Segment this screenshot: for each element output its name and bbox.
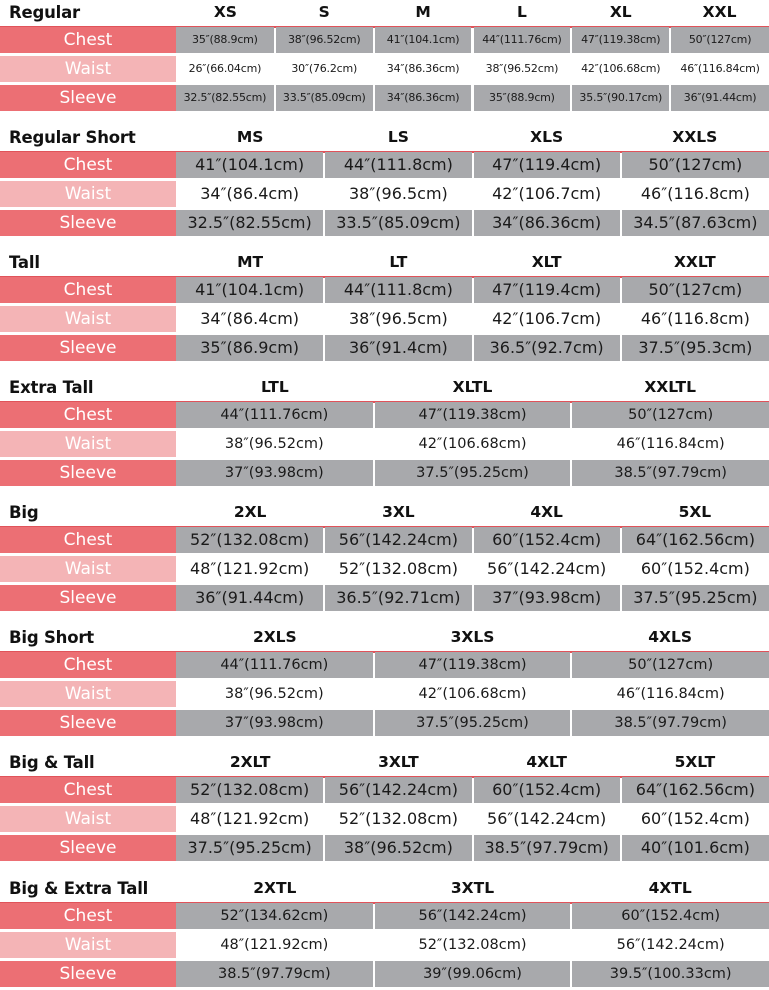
measurement-cell: 37.5″(95.25cm)	[176, 835, 323, 861]
row-sleeve	[0, 835, 769, 861]
size-label-3xlt: 3XLT	[378, 753, 419, 771]
row-label: Chest	[0, 777, 176, 803]
measurement-cell: 37.5″(95.25cm)	[622, 585, 769, 611]
measurement-cell: 46″(116.84cm)	[572, 431, 769, 457]
row-label: Waist	[0, 306, 176, 332]
row-label: Chest	[0, 277, 176, 303]
measurement-cell: 38.5″(97.79cm)	[176, 961, 373, 987]
measurement-cell: 32.5″(82.55cm)	[176, 85, 274, 111]
row-label: Waist	[0, 556, 176, 582]
size-label-3xl: 3XL	[382, 503, 415, 521]
section-title: Big & Tall	[9, 753, 95, 772]
measurement-cell: 34″(86.4cm)	[176, 181, 323, 207]
size-label-2xtl: 2XTL	[253, 879, 297, 897]
measurement-cell: 64″(162.56cm)	[622, 777, 769, 803]
measurement-cell: 41″(104.1cm)	[176, 152, 323, 178]
row-label: Sleeve	[0, 961, 176, 987]
size-label-2xl: 2XL	[233, 503, 267, 521]
size-label-xl: XL	[609, 3, 632, 21]
measurement-cell: 39.5″(100.33cm)	[572, 961, 769, 987]
measurement-cell: 37.5″(95.25cm)	[375, 460, 571, 486]
measurement-cell: 34″(86.36cm)	[474, 210, 620, 236]
row-label: Sleeve	[0, 210, 176, 236]
measurement-cell: 37″(93.98cm)	[176, 460, 373, 486]
measurement-cell: 38″(96.52cm)	[176, 681, 373, 707]
row-label: Waist	[0, 181, 176, 207]
measurement-cell: 39″(99.06cm)	[375, 961, 571, 987]
measurement-cell: 38″(96.52cm)	[176, 431, 373, 457]
size-label-3xls: 3XLS	[450, 628, 495, 646]
measurement-cell: 38.5″(97.79cm)	[474, 835, 620, 861]
size-label-xltl: XLTL	[452, 378, 493, 396]
measurement-cell: 36.5″(92.7cm)	[474, 335, 620, 361]
measurement-cell: 52″(132.08cm)	[325, 556, 471, 582]
measurement-cell: 32.5″(82.55cm)	[176, 210, 323, 236]
row-label: Chest	[0, 402, 176, 428]
size-label-5xl: 5XL	[678, 503, 712, 521]
size-label-s: S	[318, 3, 330, 21]
measurement-cell: 50″(127cm)	[622, 277, 769, 303]
measurement-cell: 47″(119.38cm)	[375, 652, 571, 678]
measurement-cell: 46″(116.8cm)	[622, 306, 769, 332]
measurement-cell: 46″(116.84cm)	[572, 681, 769, 707]
row-label: Sleeve	[0, 460, 176, 486]
section-header	[0, 0, 769, 27]
size-label-4xls: 4XLS	[648, 628, 693, 646]
measurement-cell: 36″(91.44cm)	[176, 585, 323, 611]
measurement-cell: 35″(88.9cm)	[474, 85, 571, 111]
row-chest	[0, 277, 769, 303]
row-waist	[0, 181, 769, 207]
measurement-cell: 38″(96.52cm)	[325, 835, 471, 861]
section-regular	[0, 0, 769, 112]
section-header	[0, 500, 769, 527]
size-label-mt: MT	[237, 253, 264, 271]
section-big-and-extra-tall	[0, 876, 769, 988]
measurement-cell: 47″(119.38cm)	[572, 27, 669, 53]
row-sleeve	[0, 460, 769, 486]
measurement-cell: 37.5″(95.3cm)	[622, 335, 769, 361]
section-header	[0, 625, 769, 652]
measurement-cell: 38″(96.52cm)	[276, 27, 373, 53]
section-tall	[0, 250, 769, 362]
section-big	[0, 500, 769, 612]
measurement-cell: 48″(121.92cm)	[176, 806, 323, 832]
measurement-cell: 42″(106.7cm)	[474, 306, 620, 332]
row-label: Chest	[0, 527, 176, 553]
row-chest	[0, 27, 769, 53]
measurement-cell: 35.5″(90.17cm)	[572, 85, 669, 111]
measurement-cell: 52″(132.08cm)	[176, 777, 323, 803]
section-header	[0, 750, 769, 777]
section-title: Big & Extra Tall	[9, 879, 149, 898]
row-chest	[0, 527, 769, 553]
measurement-cell: 34.5″(87.63cm)	[622, 210, 769, 236]
measurement-cell: 60″(152.4cm)	[474, 777, 620, 803]
section-title: Big	[9, 503, 39, 522]
row-label: Chest	[0, 903, 176, 929]
row-waist	[0, 681, 769, 707]
size-label-m: M	[415, 3, 431, 21]
section-header	[0, 250, 769, 277]
row-chest	[0, 402, 769, 428]
size-label-2xls: 2XLS	[252, 628, 297, 646]
measurement-cell: 47″(119.4cm)	[474, 277, 620, 303]
measurement-cell: 52″(132.08cm)	[176, 527, 323, 553]
row-sleeve	[0, 335, 769, 361]
measurement-cell: 47″(119.4cm)	[474, 152, 620, 178]
measurement-cell: 50″(127cm)	[572, 652, 769, 678]
row-chest	[0, 652, 769, 678]
measurement-cell: 42″(106.68cm)	[572, 56, 669, 82]
measurement-cell: 38″(96.5cm)	[325, 306, 471, 332]
measurement-cell: 56″(142.24cm)	[325, 777, 471, 803]
size-label-xls: XLS	[530, 128, 564, 146]
measurement-cell: 47″(119.38cm)	[375, 402, 571, 428]
measurement-cell: 48″(121.92cm)	[176, 556, 323, 582]
row-label: Sleeve	[0, 335, 176, 361]
row-sleeve	[0, 710, 769, 736]
row-label: Chest	[0, 152, 176, 178]
row-waist	[0, 932, 769, 958]
measurement-cell: 50″(127cm)	[572, 402, 769, 428]
measurement-cell: 38″(96.52cm)	[474, 56, 571, 82]
section-header	[0, 125, 769, 152]
row-label: Waist	[0, 806, 176, 832]
measurement-cell: 60″(152.4cm)	[622, 806, 769, 832]
section-title: Big Short	[9, 628, 94, 647]
measurement-cell: 50″(127cm)	[622, 152, 769, 178]
size-label-4xtl: 4XTL	[648, 879, 692, 897]
measurement-cell: 46″(116.84cm)	[671, 56, 769, 82]
size-label-xxls: XXLS	[672, 128, 718, 146]
row-label: Chest	[0, 652, 176, 678]
measurement-cell: 37″(93.98cm)	[474, 585, 620, 611]
measurement-cell: 36″(91.4cm)	[325, 335, 471, 361]
measurement-cell: 33.5″(85.09cm)	[325, 210, 471, 236]
row-chest	[0, 903, 769, 929]
row-chest	[0, 152, 769, 178]
row-sleeve	[0, 585, 769, 611]
section-big-and-tall	[0, 750, 769, 862]
row-label: Sleeve	[0, 835, 176, 861]
measurement-cell: 37.5″(95.25cm)	[375, 710, 571, 736]
measurement-cell: 44″(111.76cm)	[176, 652, 373, 678]
measurement-cell: 34″(86.36cm)	[375, 56, 472, 82]
section-title: Regular	[9, 3, 80, 22]
size-label-ltl: LTL	[260, 378, 289, 396]
size-label-xlt: XLT	[531, 253, 562, 271]
row-sleeve	[0, 210, 769, 236]
size-label-4xl: 4XL	[530, 503, 563, 521]
measurement-cell: 60″(152.4cm)	[622, 556, 769, 582]
measurement-cell: 38.5″(97.79cm)	[572, 710, 769, 736]
row-chest	[0, 777, 769, 803]
size-label-lt: LT	[389, 253, 408, 271]
size-label-xxl: XXL	[702, 3, 737, 21]
measurement-cell: 40″(101.6cm)	[622, 835, 769, 861]
measurement-cell: 44″(111.8cm)	[325, 277, 471, 303]
row-label: Waist	[0, 932, 176, 958]
row-waist	[0, 806, 769, 832]
measurement-cell: 35″(86.9cm)	[176, 335, 323, 361]
size-label-3xtl: 3XTL	[450, 879, 495, 897]
measurement-cell: 30″(76.2cm)	[276, 56, 373, 82]
section-regular-short	[0, 125, 769, 237]
measurement-cell: 46″(116.8cm)	[622, 181, 769, 207]
measurement-cell: 56″(142.24cm)	[474, 806, 620, 832]
measurement-cell: 26″(66.04cm)	[176, 56, 274, 82]
row-waist	[0, 556, 769, 582]
row-label: Chest	[0, 27, 176, 53]
row-sleeve	[0, 961, 769, 987]
section-big-short	[0, 625, 769, 737]
size-label-xxlt: XXLT	[673, 253, 716, 271]
row-label: Waist	[0, 56, 176, 82]
row-waist	[0, 56, 769, 82]
measurement-cell: 44″(111.8cm)	[325, 152, 471, 178]
measurement-cell: 48″(121.92cm)	[176, 932, 373, 958]
size-label-xxltl: XXLTL	[644, 378, 696, 396]
section-header	[0, 876, 769, 903]
measurement-cell: 41″(104.1cm)	[176, 277, 323, 303]
measurement-cell: 56″(142.24cm)	[375, 903, 571, 929]
measurement-cell: 38.5″(97.79cm)	[572, 460, 769, 486]
measurement-cell: 44″(111.76cm)	[176, 402, 373, 428]
row-label: Sleeve	[0, 710, 176, 736]
measurement-cell: 35″(88.9cm)	[176, 27, 274, 53]
measurement-cell: 64″(162.56cm)	[622, 527, 769, 553]
row-label: Sleeve	[0, 85, 176, 111]
measurement-cell: 34″(86.4cm)	[176, 306, 323, 332]
measurement-cell: 37″(93.98cm)	[176, 710, 373, 736]
measurement-cell: 36″(91.44cm)	[671, 85, 769, 111]
measurement-cell: 60″(152.4cm)	[572, 903, 769, 929]
measurement-cell: 52″(134.62cm)	[176, 903, 373, 929]
section-header	[0, 375, 769, 402]
section-title: Tall	[9, 253, 40, 272]
measurement-cell: 52″(132.08cm)	[325, 806, 471, 832]
size-label-l: L	[516, 3, 527, 21]
size-label-5xlt: 5XLT	[674, 753, 716, 771]
measurement-cell: 38″(96.5cm)	[325, 181, 471, 207]
measurement-cell: 33.5″(85.09cm)	[276, 85, 373, 111]
measurement-cell: 50″(127cm)	[671, 27, 769, 53]
size-label-ms: MS	[236, 128, 264, 146]
section-title: Regular Short	[9, 128, 136, 147]
measurement-cell: 56″(142.24cm)	[474, 556, 620, 582]
row-label: Sleeve	[0, 585, 176, 611]
measurement-cell: 60″(152.4cm)	[474, 527, 620, 553]
size-label-4xlt: 4XLT	[526, 753, 567, 771]
size-label-ls: LS	[387, 128, 409, 146]
measurement-cell: 42″(106.7cm)	[474, 181, 620, 207]
row-label: Waist	[0, 431, 176, 457]
measurement-cell: 44″(111.76cm)	[474, 27, 571, 53]
measurement-cell: 56″(142.24cm)	[572, 932, 769, 958]
measurement-cell: 52″(132.08cm)	[375, 932, 571, 958]
row-waist	[0, 431, 769, 457]
size-label-2xlt: 2XLT	[229, 753, 271, 771]
measurement-cell: 42″(106.68cm)	[375, 431, 571, 457]
size-label-xs: XS	[213, 3, 237, 21]
measurement-cell: 36.5″(92.71cm)	[325, 585, 471, 611]
row-sleeve	[0, 85, 769, 111]
measurement-cell: 42″(106.68cm)	[375, 681, 571, 707]
row-waist	[0, 306, 769, 332]
row-label: Waist	[0, 681, 176, 707]
measurement-cell: 34″(86.36cm)	[375, 85, 472, 111]
section-title: Extra Tall	[9, 378, 94, 397]
measurement-cell: 56″(142.24cm)	[325, 527, 471, 553]
section-extra-tall	[0, 375, 769, 487]
measurement-cell: 41″(104.1cm)	[375, 27, 472, 53]
